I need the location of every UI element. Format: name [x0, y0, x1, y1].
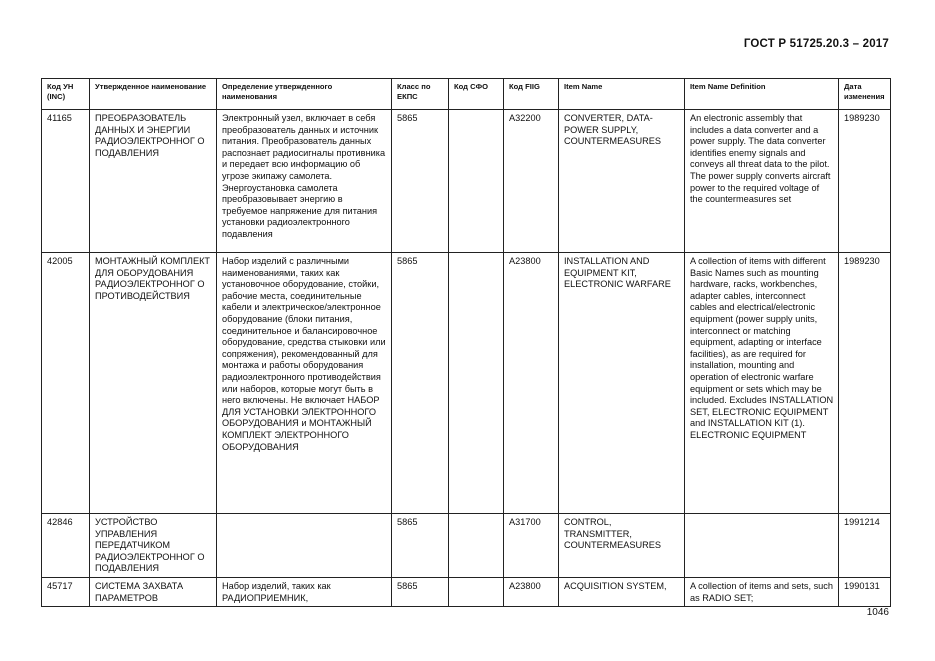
cell-definition: Электронный узел, включает в себя преобразователь данных и источник питания. Преобразователь данных распознает радиосигналы противника и передает всю информацию об угрозе экипажу самолета. Энергоустановка самолета преобразовывает энергию в требуемое напряжение для питания установки радиоэлектронного подавления: [217, 110, 392, 253]
page-number: 1046: [866, 607, 889, 618]
cell-item-definition: A collection of items and sets, such as RADIO SET;: [685, 577, 839, 606]
cell-sfo: [449, 577, 504, 606]
table-row: [42, 577, 891, 606]
cell-item-name: CONVERTER, DATA-POWER SUPPLY, COUNTERMEASURES: [559, 110, 685, 253]
table-row: [42, 253, 891, 514]
cell-item-name: INSTALLATION AND EQUIPMENT KIT, ELECTRONIC WARFARE: [559, 253, 685, 514]
item-name-table: [41, 78, 891, 607]
column-header-approved-name: Утвержденное наименование: [90, 79, 217, 110]
column-header-definition: Определение утвержденного наименования: [217, 79, 392, 110]
cell-item-definition: [685, 514, 839, 578]
cell-item-definition: An electronic assembly that includes a data converter and a power supply. The data converter identifies enemy signals and conveys all threat data to the pilot. The power supply converts aircraft power to the required voltage of the countermeasures set: [685, 110, 839, 253]
cell-approved-name: ПРЕОБРАЗОВАТЕЛЬ ДАННЫХ И ЭНЕРГИИ РАДИОЭЛЕКТРОННОГ О ПОДАВЛЕНИЯ: [90, 110, 217, 253]
cell-inc: 45717: [42, 577, 90, 606]
column-header-class: Класс по ЕКПС: [392, 79, 449, 110]
cell-item-definition: A collection of items with different Basic Names such as mounting hardware, racks, workbenches, adapter cables, interconnect cables and electrical/electronic equipment (power supply units, interconnect or matching equipment, adapting or interface facilities), as are required for installation, mounting and operation of electronic warfare equipment or sets which may be included. Excludes INSTALLATION SET, ELECTRONIC EQUIPMENT and INSTALLATION KIT (1). ELECTRONIC EQUIPMENT: [685, 253, 839, 514]
cell-inc: 42846: [42, 514, 90, 578]
cell-fiig: A31700: [504, 514, 559, 578]
cell-sfo: [449, 514, 504, 578]
cell-class: 5865: [392, 514, 449, 578]
cell-item-name: CONTROL, TRANSMITTER, COUNTERMEASURES: [559, 514, 685, 578]
cell-inc: 41165: [42, 110, 90, 253]
table-row: [42, 514, 891, 578]
table-row: [42, 110, 891, 253]
cell-definition: Набор изделий с различными наименованиями, таких как установочное оборудование, стойки, рабочие места, соединительные кабели и электрическое/электронное оборудование (блоки питания, соединительное и балансировочное оборудование, средства стыковки или сопряжения), рекомендованный для монтажа и работы оборудования радиоэлектронного противодействия или наборов, которые могут быть в него включены. Не включает НАБОР ДЛЯ УСТАНОВКИ ЭЛЕКТРОННОГО ОБОРУДОВАНИЯ и МОНТАЖНЫЙ КОМПЛЕКТ ЭЛЕКТРОННОГО ОБОРУДОВАНИЯ: [217, 253, 392, 514]
document-standard-header: ГОСТ Р 51725.20.3 – 2017: [743, 38, 889, 50]
table-header-row: [42, 79, 891, 110]
cell-definition: [217, 514, 392, 578]
cell-change-date: 1991214: [839, 514, 891, 578]
cell-class: 5865: [392, 110, 449, 253]
cell-definition: Набор изделий, таких как РАДИОПРИЕМНИК,: [217, 577, 392, 606]
cell-change-date: 1989230: [839, 110, 891, 253]
column-header-item-name: Item Name: [559, 79, 685, 110]
cell-approved-name: УСТРОЙСТВО УПРАВЛЕНИЯ ПЕРЕДАТЧИКОМ РАДИОЭЛЕКТРОННОГ О ПОДАВЛЕНИЯ: [90, 514, 217, 578]
cell-approved-name: СИСТЕМА ЗАХВАТА ПАРАМЕТРОВ: [90, 577, 217, 606]
column-header-inc: Код УН (INC): [42, 79, 90, 110]
column-header-change-date: Дата изменения: [839, 79, 891, 110]
column-header-item-definition: Item Name Definition: [685, 79, 839, 110]
cell-item-name: ACQUISITION SYSTEM,: [559, 577, 685, 606]
cell-fiig: A23800: [504, 253, 559, 514]
cell-fiig: A23800: [504, 577, 559, 606]
column-header-sfo: Код СФО: [449, 79, 504, 110]
cell-class: 5865: [392, 577, 449, 606]
cell-fiig: A32200: [504, 110, 559, 253]
cell-sfo: [449, 110, 504, 253]
cell-inc: 42005: [42, 253, 90, 514]
cell-sfo: [449, 253, 504, 514]
cell-approved-name: МОНТАЖНЫЙ КОМПЛЕКТ ДЛЯ ОБОРУДОВАНИЯ РАДИОЭЛЕКТРОННОГ О ПРОТИВОДЕЙСТВИЯ: [90, 253, 217, 514]
cell-change-date: 1989230: [839, 253, 891, 514]
cell-change-date: 1990131: [839, 577, 891, 606]
cell-class: 5865: [392, 253, 449, 514]
column-header-fiig: Код FIIG: [504, 79, 559, 110]
